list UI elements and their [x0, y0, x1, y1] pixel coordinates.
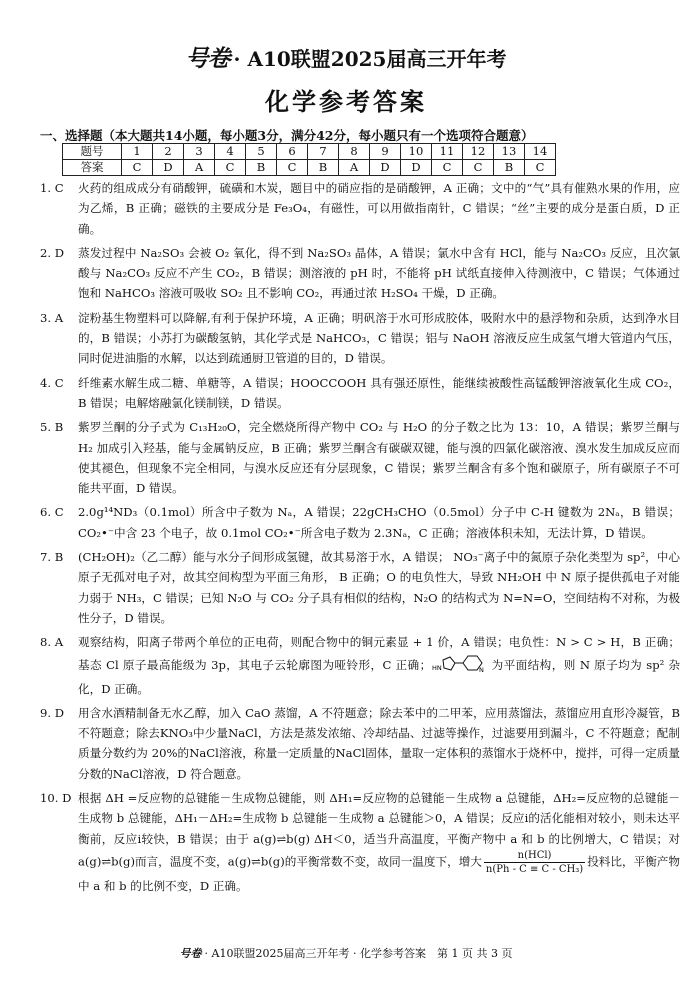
answer-cell: D	[370, 160, 401, 176]
question-number-cell: 8	[339, 144, 370, 160]
question-number-cell: 14	[525, 144, 556, 160]
item-number: 1. C	[40, 181, 64, 195]
item-6	[40, 502, 680, 543]
section-heading: 一、选择题（本大题共14小题，每小题3分，满分42分，每小题只有一个选项符合题意）	[40, 128, 534, 143]
item-text-a: 观察结构，阳离子带两个单位的正电荷，则配合物中的铜元素显 + 1 价，A 错误；电负性：N > C > H，B 正确；基态 Cl 原子最高能级为 3p，其电子云轮廓图为哑铃形，C 正确；	[78, 635, 680, 672]
question-number-cell: 4	[215, 144, 246, 160]
item-text: 蒸发过程中 Na₂SO₃ 会被 O₂ 氧化，得不到 Na₂SO₃ 晶体，A 错误；氯水中含有 HCl，能与 Na₂CO₃ 反应，且次氯酸与 Na₂CO₃ 反应不产生 CO₂，B 错误；测溶液的 pH 时，不能将 pH 试纸直接伸入待测液中，C 错误；气体通过饱和 NaHCO₃ 溶液可吸收 SO₂ 且不影响 CO₂，再通过浓 H₂SO₄ 干燥，D 正确。	[78, 245, 680, 301]
item-number: 6. C	[40, 505, 64, 520]
item-1	[40, 178, 680, 239]
logo: 号卷	[185, 45, 230, 72]
answer-cell: C	[432, 160, 463, 176]
item-10	[40, 788, 680, 896]
answer-cell: B	[246, 160, 277, 176]
footer-text: · A10联盟2025届高三开年考 · 化学参考答案 第 1 页 共 3 页	[204, 947, 513, 960]
fraction-denominator: n(Ph - C ≡ C - CH₃)	[485, 863, 584, 875]
item-text-end: 投料比，平衡产物中 a 和 b 的比例不变，D 正确。	[78, 854, 680, 893]
question-number-cell: 3	[184, 144, 215, 160]
page-title: 化学参考答案	[265, 87, 427, 116]
row-label-number: 题号	[63, 144, 122, 160]
item-3	[40, 308, 680, 369]
question-number-cell: 2	[153, 144, 184, 160]
question-number-cell: 1	[122, 144, 153, 160]
question-number-cell: 5	[246, 144, 277, 160]
item-text: 2.0g¹⁴ND₃（0.1mol）所含中子数为 Nₐ，A 错误；22gCH₃CHO（0.5mol）分子中 C-H 键数为 2Nₐ，B 错误；CO₂•⁻中含 23 个电子，故 0.1mol CO₂•⁻所含电子数为 2.3Nₐ，C 正确；溶液体积未知，无法计算，D 错误。	[78, 505, 680, 540]
item-number: 5. B	[40, 420, 64, 435]
footer-logo: 号卷	[179, 947, 202, 960]
item-4	[40, 373, 680, 414]
item-8	[40, 632, 680, 699]
answer-cell: C	[122, 160, 153, 176]
answer-cell: A	[184, 160, 215, 176]
answer-cell: D	[153, 160, 184, 176]
answer-row	[63, 160, 556, 176]
item-2	[40, 243, 680, 304]
item-number: 4. C	[40, 375, 64, 390]
exam-title: · A10联盟2025届高三开年考	[233, 47, 507, 71]
question-number-cell: 6	[277, 144, 308, 160]
item-text: 紫罗兰酮的分子式为 C₁₃H₂₀O，完全燃烧所得产物中 CO₂ 与 H₂O 的分子数之比为 13：10，A 错误；紫罗兰酮与 H₂ 加成引入羟基，能与金属钠反应，B 正确；紫罗兰酮含有碳碳双键，能与溴的四氯化碳溶液、溴水发生加成反应而使其褪色，但现象不完全相同，与溴水反应还有分层现象，C 错误；紫罗兰酮含有多个饱和碳原子，所有碳原子不可能共平面，D 错误。	[78, 420, 680, 496]
item-number: 10. D	[40, 791, 72, 806]
answer-cell: C	[277, 160, 308, 176]
header	[0, 40, 692, 73]
explanations	[40, 178, 680, 900]
question-number-cell: 9	[370, 144, 401, 160]
number-row	[63, 144, 556, 160]
item-number: 8. A	[40, 635, 64, 650]
item-9	[40, 703, 680, 784]
svg-text:N: N	[479, 665, 485, 674]
item-text-b: 为平面结构，则 N 原子均为 sp² 杂化，D 正确。	[78, 657, 681, 696]
answer-cell: A	[339, 160, 370, 176]
question-number-cell: 11	[432, 144, 463, 160]
question-number-cell: 12	[463, 144, 494, 160]
item-number: 3. A	[40, 310, 64, 325]
answer-cell: D	[401, 160, 432, 176]
answer-cell: C	[525, 160, 556, 176]
item-text: 淀粉基生物塑料可以降解,有利于保护环境，A 正确；明矾溶于水可形成胶体，吸附水中的悬浮物和杂质，达到净水目的，B 错误；小苏打为碳酸氢钠，其化学式是 NaHCO₃，C 错误；铝与 NaOH 溶液反应生成氢气增大管道内气压，同时促进油脂的水解，以达到疏通厨卫管道的目的，D 错误。	[78, 310, 680, 366]
answer-cell: C	[215, 160, 246, 176]
item-text: 用含水酒精制备无水乙醇，加入 CaO 蒸馏，A 不符题意；除去苯中的二甲苯，应用蒸馏法，蒸馏应用直形冷凝管，B 不符题意；除去KNO₃中少量NaCl，方法是蒸发浓缩、冷却结晶、过滤等操作，过滤要用到漏斗，C 不符题意；配制质量分数约为 20%的NaCl溶液，称量一定质量的NaCl固体，量取一定体积的蒸馏水于烧杯中，搅拌，可得一定质量分数的NaCl溶液，D 符合题意。	[78, 705, 680, 781]
answer-cell: B	[494, 160, 525, 176]
answer-table	[62, 143, 556, 176]
row-label-answer: 答案	[63, 160, 122, 176]
item-text: 纤维素水解生成二糖、单糖等，A 错误；HOOCCOOH 具有强还原性，能继续被酸性高锰酸钾溶液氧化生成 CO₂，B 错误；电解熔融氯化镁制镁，D 错误。	[78, 375, 680, 410]
item-number: 9. D	[40, 705, 65, 720]
question-number-cell: 13	[494, 144, 525, 160]
svg-text:HN: HN	[432, 663, 442, 672]
question-number-cell: 10	[401, 144, 432, 160]
ratio-fraction	[484, 849, 585, 876]
answer-cell: C	[463, 160, 494, 176]
item-text: 火药的组成成分有硝酸钾，硫磺和木炭，题目中的硝应指的是硝酸钾，A 正确；文中的“气”具有催熟水果的作用，应为乙烯，B 正确；磁铁的主要成分是 Fe₃O₄，有磁性，可以用做指南针，C 错误；“丝”主要的成分是蛋白质，D 正确。	[78, 181, 680, 236]
item-number: 2. D	[40, 245, 65, 260]
item-text: (CH₂OH)₂（乙二醇）能与水分子间形成氢键，故其易溶于水，A 错误； NO₃⁻离子中的氮原子杂化类型为 sp²，中心原子无孤对电子对，故其空间构型为平面三角形， B 正确；O 的电负性大，导致 NH₂OH 中 N 原子提供孤电子对能力弱于 NH₃，C 错误；已知 N₂O 与 CO₂ 分子具有相似的结构，N₂O 的结构式为 N=N=O，空间结构不对称，为极性分子，D 错误。	[78, 550, 680, 625]
footer	[0, 945, 692, 961]
question-number-cell: 7	[308, 144, 339, 160]
pyrazolyl-pyridine-structure-icon	[431, 653, 491, 679]
item-number: 7. B	[40, 550, 64, 565]
fraction-numerator: n(HCl)	[484, 849, 585, 863]
item-text: 根据 ΔH =反应物的总键能－生成物总键能，则 ΔH₁=反应物的总键能－生成物 a 总键能，ΔH₂=反应物的总键能－生成物 b 总键能，ΔH₁－ΔH₂=生成物 b 总键能－生成物 a 总键能＞0，A 错误；反应ⅰ的活化能相对较小，则未达平衡前，反应ⅰ较快，B 错误；由于 a(g)⇌b(g) ΔH＜0，适当升高温度，平衡产物中 a 和 b 的比例增大，C 错误；对 a(g)⇌b(g)而言，温度不变，a(g)⇌b(g)的平衡常数不变，故同一温度下，增大	[78, 791, 680, 869]
item-7	[40, 547, 680, 628]
answer-cell: B	[308, 160, 339, 176]
item-5	[40, 417, 680, 498]
